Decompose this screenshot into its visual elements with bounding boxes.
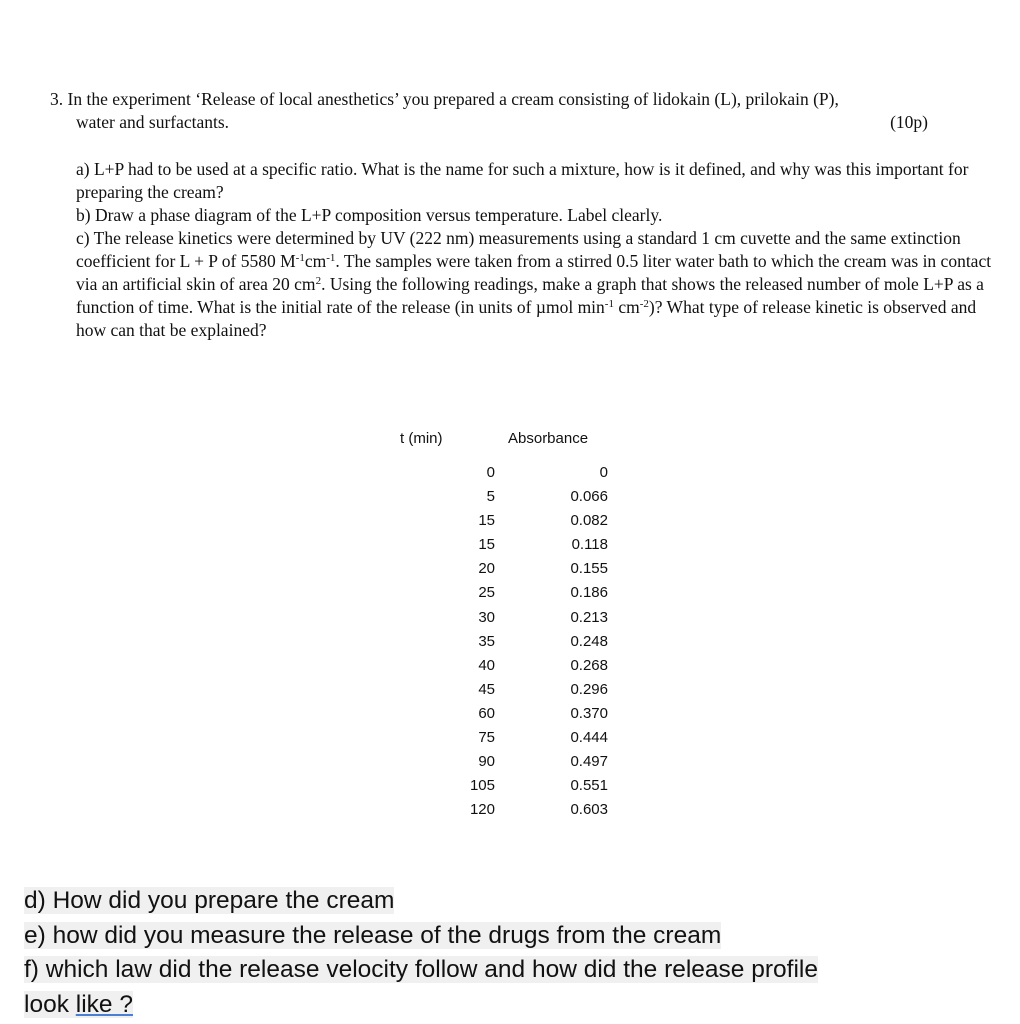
note-f-continued: look like ?	[24, 990, 133, 1018]
time-cell: 0	[486, 464, 495, 481]
table-row	[390, 801, 630, 825]
table-row	[390, 777, 630, 801]
table-row	[390, 633, 630, 657]
table-row	[390, 729, 630, 753]
question-parts	[76, 158, 996, 342]
note-d: d) How did you prepare the cream	[24, 887, 395, 914]
part-a: a) L+P had to be used at a specific ratio. What is the name for such a mixture, how is it defined, and why was this important for preparing the cream?	[76, 159, 969, 202]
question-intro: 3. In the experiment ‘Release of local anesthetics’ you prepared a cream consisting of lidokain (L), prilokain (P),	[50, 89, 839, 109]
absorbance-cell: 0.066	[570, 488, 608, 506]
table-row	[390, 464, 630, 488]
table-row	[390, 609, 630, 633]
absorbance-cell: 0.155	[570, 560, 608, 578]
time-cell: 40	[478, 656, 495, 674]
absorbance-cell: 0	[599, 464, 608, 481]
absorbance-cell: 0.248	[570, 632, 608, 650]
time-cell: 30	[478, 608, 495, 626]
table-row	[390, 584, 630, 608]
table-row	[390, 488, 630, 512]
absorbance-cell: 0.497	[570, 753, 608, 771]
time-cell: 35	[478, 632, 495, 650]
time-cell: 120	[469, 801, 495, 819]
time-cell: 105	[469, 777, 495, 795]
time-cell: 45	[478, 680, 495, 698]
table-body	[390, 464, 630, 825]
absorbance-cell: 0.296	[570, 680, 608, 698]
part-b: b) Draw a phase diagram of the L+P composition versus temperature. Label clearly.	[76, 205, 663, 225]
absorbance-cell: 0.186	[570, 584, 608, 602]
table-row	[390, 560, 630, 584]
absorbance-cell: 0.370	[570, 704, 608, 722]
note-f: f) which law did the release velocity follow and how did the release profile	[24, 956, 818, 983]
absorbance-cell: 0.082	[570, 512, 608, 530]
table-row	[390, 681, 630, 705]
time-cell: 75	[478, 729, 495, 747]
time-cell: 15	[478, 512, 495, 530]
note-e: e) how did you measure the release of the drugs from the cream	[24, 921, 722, 949]
table-row	[390, 536, 630, 560]
table-row	[390, 753, 630, 777]
absorbance-cell: 0.551	[570, 777, 608, 795]
absorbance-cell: 0.268	[570, 656, 608, 674]
absorbance-cell: 0.118	[571, 536, 608, 554]
question-points: (10p)	[890, 112, 928, 132]
absorbance-cell: 0.444	[570, 729, 608, 747]
question-intro-continued: water and surfactants.	[76, 112, 230, 132]
time-cell: 15	[478, 536, 495, 554]
column-header-absorbance: Absorbance	[508, 430, 589, 447]
part-c: c) The release kinetics were determined by UV (222 nm) measurements using a standard 1 cm cuvette and the same extinction coefficient for L + P of 5580 $M^{-1}cm^{-1}$. The samples were taken from a stirred 0.5 liter water bath to which the cream was in contact via an artificial skin of area 20 $cm^2$. Using the following readings, make a graph that shows the released number of mole L+P as a function of time. What is the initial rate of the release (in units of µmol $\min^{-1} cm^{-2}$)? What type of release kinetic is observed and how can that be explained?	[76, 228, 992, 340]
time-cell: 90	[478, 753, 495, 771]
like-link[interactable]: like ?	[75, 990, 133, 1018]
table-row	[390, 512, 630, 536]
column-header-time: t (min)	[400, 430, 443, 447]
time-cell: 20	[478, 560, 495, 578]
table-row	[390, 705, 630, 729]
time-cell: 5	[486, 488, 495, 506]
absorbance-cell: 0.213	[570, 608, 608, 626]
absorbance-cell: 0.603	[570, 801, 608, 819]
time-cell: 60	[478, 704, 495, 722]
table-row	[390, 657, 630, 681]
question-header	[50, 88, 970, 134]
follow-up-questions	[24, 884, 984, 1022]
time-cell: 25	[478, 584, 495, 602]
